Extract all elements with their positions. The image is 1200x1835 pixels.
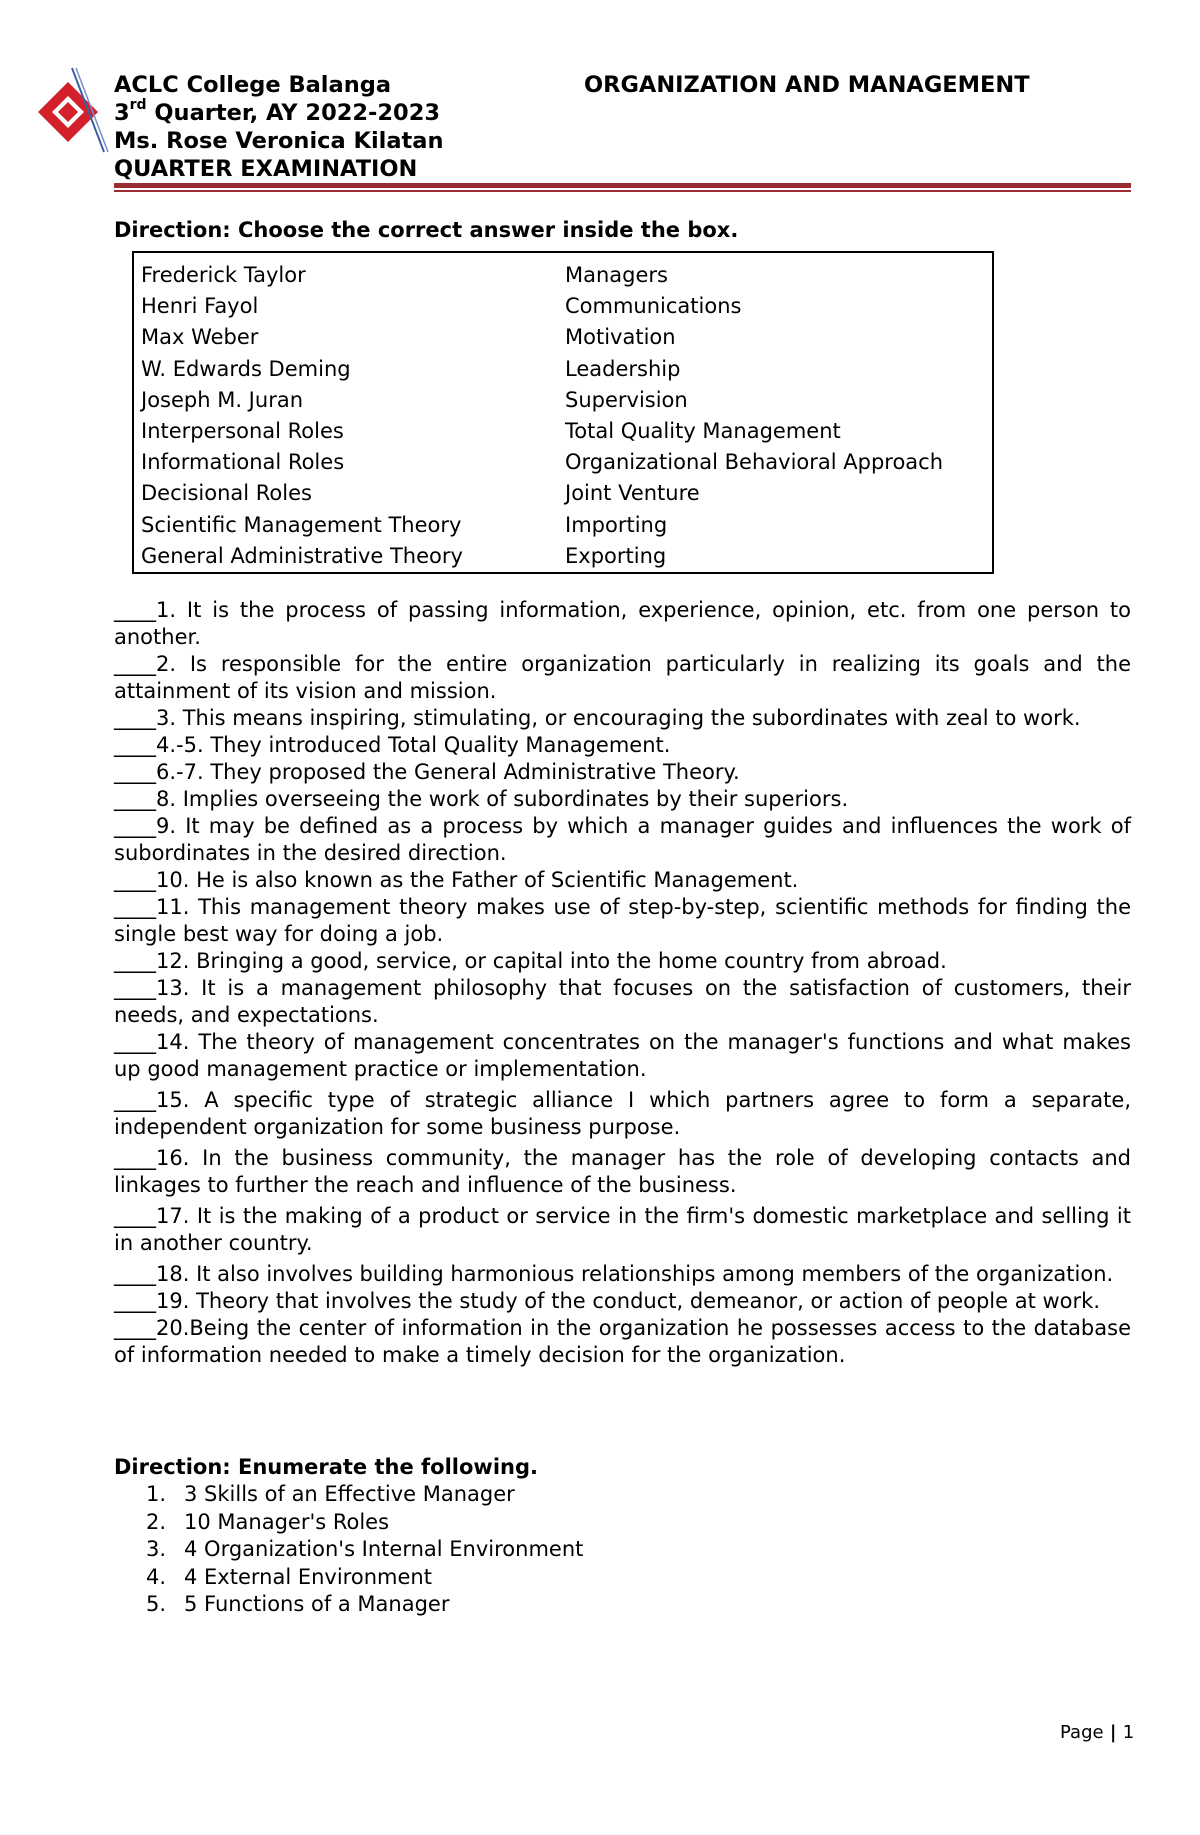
question-item: ____6.-7. They proposed the General Administrative Theory. bbox=[114, 760, 740, 784]
header-rule-thick bbox=[114, 183, 1131, 188]
question-list bbox=[114, 597, 1131, 1369]
enumeration-list bbox=[146, 1481, 583, 1619]
question-item: ____19. Theory that involves the study of the conduct, demeanor, or action of people at work. bbox=[114, 1289, 1100, 1313]
choice-item: Frederick Taylor bbox=[141, 263, 306, 287]
enumeration-item bbox=[146, 1536, 583, 1564]
choice-item: General Administrative Theory bbox=[141, 543, 463, 568]
page-label: Page bbox=[1060, 1722, 1104, 1743]
aclc-logo-icon bbox=[34, 66, 110, 154]
question-item: ____1. It is the process of passing information, experience, opinion, etc. from one person to another. bbox=[114, 598, 1131, 649]
subject-title: ORGANIZATION AND MANAGEMENT bbox=[584, 72, 1030, 98]
question-item: ____15. A specific type of strategic alliance I which partners agree to form a separate, independent organization for some business purpose. bbox=[114, 1088, 1131, 1139]
choice-item: Scientific Management Theory bbox=[141, 512, 462, 537]
item-text: 3 Skills of an Effective Manager bbox=[184, 1482, 515, 1506]
question-item: ____11. This management theory makes use of step-by-step, scientific methods for finding the single best way for doing a job. bbox=[114, 895, 1131, 946]
item-number: 1. bbox=[146, 1482, 167, 1506]
choice-item: Motivation bbox=[565, 325, 676, 350]
item-number: 2. bbox=[146, 1509, 167, 1534]
page-footer bbox=[1060, 1722, 1134, 1743]
direction-choose: Direction: Choose the correct answer inside the box. bbox=[114, 218, 739, 242]
item-text: 5 Functions of a Manager bbox=[184, 1592, 450, 1617]
item-number: 3. bbox=[146, 1537, 167, 1562]
page-separator: | bbox=[1103, 1722, 1123, 1743]
choice-item: Supervision bbox=[565, 387, 688, 412]
choice-item: Total Quality Management bbox=[565, 419, 841, 444]
question-item: ____9. It may be defined as a process by which a manager guides and influences the work of subordinates in the desired direction. bbox=[114, 814, 1131, 865]
question-item: ____18. It also involves building harmonious relationships among members of the organization. bbox=[114, 1262, 1114, 1286]
quarter-text: Quarter, AY 2022-2023 bbox=[146, 100, 441, 126]
question-item: ____17. It is the making of a product or service in the firm's domestic marketplace and selling it in another country. bbox=[114, 1204, 1131, 1255]
choice-item: Organizational Behavioral Approach bbox=[565, 450, 944, 475]
choice-item: Joint Venture bbox=[565, 481, 700, 506]
question-item: ____4.-5. They introduced Total Quality Management. bbox=[114, 733, 671, 757]
exam-title: QUARTER EXAMINATION bbox=[114, 156, 418, 182]
choice-item: W. Edwards Deming bbox=[141, 356, 351, 381]
choice-item: Leadership bbox=[565, 356, 681, 381]
enumeration-item bbox=[146, 1481, 583, 1509]
item-text: 10 Manager's Roles bbox=[184, 1509, 390, 1534]
page-number: 1 bbox=[1122, 1722, 1135, 1743]
enumeration-item bbox=[146, 1509, 583, 1537]
question-item: ____12. Bringing a good, service, or capital into the home country from abroad. bbox=[114, 949, 947, 973]
header-info bbox=[114, 71, 444, 183]
choice-item: Decisional Roles bbox=[141, 481, 312, 506]
quarter-superscript: rd bbox=[129, 96, 147, 113]
item-text: 4 External Environment bbox=[184, 1564, 432, 1589]
item-number: 5. bbox=[146, 1592, 167, 1617]
choice-item: Importing bbox=[565, 512, 668, 537]
question-item: ____16. In the business community, the manager has the role of developing contacts and linkages to further the reach and influence of the business. bbox=[114, 1146, 1131, 1197]
quarter-line bbox=[114, 96, 444, 127]
quarter-number: 3 bbox=[114, 100, 130, 126]
choice-item: Managers bbox=[565, 263, 668, 287]
enumeration-item bbox=[146, 1564, 583, 1592]
question-item: ____3. This means inspiring, stimulating, or encouraging the subordinates with zeal to work. bbox=[114, 706, 1081, 730]
question-item: ____2. Is responsible for the entire organization particularly in realizing its goals and the attainment of its vision and mission. bbox=[114, 652, 1131, 703]
question-item: ____8. Implies overseeing the work of subordinates by their superiors. bbox=[114, 787, 849, 811]
choice-item: Joseph M. Juran bbox=[141, 387, 304, 412]
direction-enumerate: Direction: Enumerate the following. bbox=[114, 1455, 538, 1479]
choice-item: Interpersonal Roles bbox=[141, 419, 344, 444]
school-name: ACLC College Balanga bbox=[114, 72, 391, 98]
question-item: ____10. He is also known as the Father of Scientific Management. bbox=[114, 868, 799, 892]
choice-item: Informational Roles bbox=[141, 450, 345, 475]
choices-right-column bbox=[565, 260, 943, 572]
choice-item: Max Weber bbox=[141, 325, 259, 350]
choice-item: Exporting bbox=[565, 543, 667, 568]
choice-item: Henri Fayol bbox=[141, 294, 259, 319]
answer-choices-box bbox=[132, 251, 994, 574]
item-text: 4 Organization's Internal Environment bbox=[184, 1537, 584, 1562]
teacher-name: Ms. Rose Veronica Kilatan bbox=[114, 128, 444, 154]
choices-left-column bbox=[141, 260, 463, 572]
question-item: ____13. It is a management philosophy that focuses on the satisfaction of customers, their needs, and expectations. bbox=[114, 976, 1131, 1027]
choice-item: Communications bbox=[565, 294, 742, 319]
question-item: ____14. The theory of management concentrates on the manager's functions and what makes up good management practice or implementation. bbox=[114, 1030, 1131, 1081]
item-number: 4. bbox=[146, 1564, 167, 1589]
enumeration-item bbox=[146, 1591, 583, 1619]
question-item: ____20.Being the center of information in the organization he possesses access to the database of information needed to make a timely decision for the organization. bbox=[114, 1316, 1131, 1367]
header-rule-thin bbox=[114, 190, 1131, 192]
